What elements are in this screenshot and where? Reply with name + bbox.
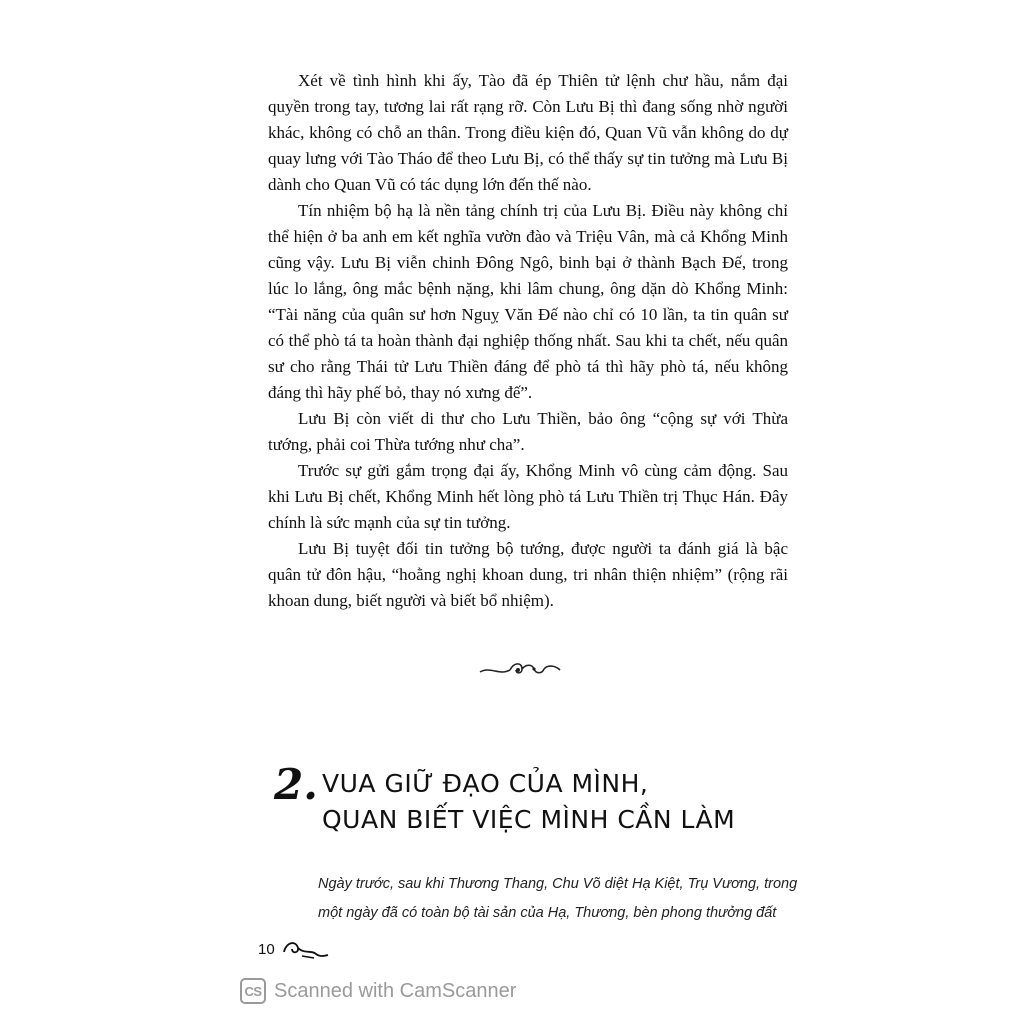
intro-line: một ngày đã có toàn bộ tài sản của Hạ, Thương, bèn phong thưởng đất [318,905,777,921]
body-text [268,68,788,614]
section-title-line: VUA GIỮ ĐẠO CỦA MÌNH, [322,769,649,798]
section-intro [318,870,798,928]
page-number-flourish-icon [280,936,330,962]
camscanner-logo-icon: CS [240,978,266,1004]
scanner-watermark [240,976,516,1006]
section-title [322,766,782,838]
watermark-text: Scanned with CamScanner [274,979,517,1002]
paragraph: Xét về tình hình khi ấy, Tào đã ép Thiên tử lệnh chư hầu, nắm đại quyền trong tay, tương lai rất rạng rỡ. Còn Lưu Bị thì đang sống nhờ người khác, không có chỗ an thân. Trong điều kiện đó, Quan Vũ vẫn không do dự quay lưng với Tào Tháo để theo Lưu Bị, có thể thấy sự tin tưởng mà Lưu Bị dành cho Quan Vũ có tác dụng lớn đến thế nào. [268,71,788,194]
decorative-flourish-icon [478,658,562,680]
paragraph: Lưu Bị tuyệt đối tin tưởng bộ tướng, được người ta đánh giá là bậc quân tử đôn hậu, “hoằng nghị khoan dung, tri nhân thiện nhiệm” (rộng rãi khoan dung, biết người và biết bổ nhiệm). [268,539,788,610]
paragraph: Lưu Bị còn viết di thư cho Lưu Thiền, bảo ông “cộng sự với Thừa tướng, phải coi Thừa tướng như cha”. [268,409,788,454]
page-number: 10 [258,941,275,958]
paragraph: Trước sự gửi gắm trọng đại ấy, Khổng Minh vô cùng cảm động. Sau khi Lưu Bị chết, Khổng Minh hết lòng phò tá Lưu Thiền trị Thục Hán. Đây chính là sức mạnh của sự tin tưởng. [268,461,788,532]
paragraph: Tín nhiệm bộ hạ là nền tảng chính trị của Lưu Bị. Điều này không chỉ thể hiện ở ba anh em kết nghĩa vườn đào và Triệu Vân, mà cả Khổng Minh cũng vậy. Lưu Bị viễn chinh Đông Ngô, binh bại ở thành Bạch Đế, trong lúc lo lắng, ông mắc bệnh nặng, khi lâm chung, ông dặn dò Khổng Minh: “Tài năng của quân sư hơn Nguỵ Văn Đế nào chỉ có 10 lần, ta tin quân sư có thể phò tá ta hoàn thành đại nghiệp thống nhất. Sau khi ta chết, nếu quân sư cho rằng Thái tử Lưu Thiền đáng để phò tá thì hãy phò tá, nếu không đáng thì hãy phế bỏ, thay nó xưng đế”. [268,201,788,402]
intro-line: Ngày trước, sau khi Thương Thang, Chu Võ diệt Hạ Kiệt, Trụ Vương, trong [318,876,798,892]
section-number: 2. [274,760,318,809]
section-title-line: QUAN BIẾT VIỆC MÌNH CẦN LÀM [322,805,736,834]
